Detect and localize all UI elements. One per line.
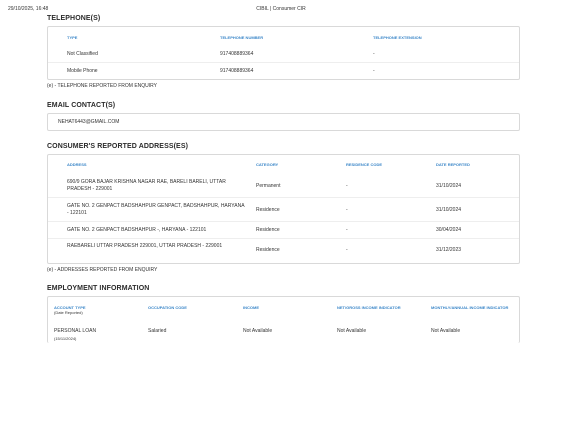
page-title: CIBIL | Consumer CIR — [256, 6, 306, 12]
address-residence-code: - — [346, 227, 348, 233]
addresses-section-title: CONSUMER'S REPORTED ADDRESS(ES) — [47, 143, 189, 150]
address-date-reported: 31/10/2024 — [436, 183, 462, 189]
addresses-note: (e) - ADDRESSES REPORTED FROM ENQUIRY — [47, 267, 158, 273]
address-residence-code: - — [346, 247, 348, 253]
column-header-category: CATEGORY — [256, 162, 279, 167]
column-header-income: INCOME — [243, 305, 259, 310]
address-text: 690/9 GORA BAJAR KRISHNA NAGAR RAE, BARELI BARELI, UTTAR PRADESH - 229001 — [67, 179, 226, 192]
employment-net-gross-indicator: Not Available — [337, 328, 367, 334]
address-residence-code: - — [346, 183, 348, 189]
column-header-net-gross-income-indicator: NET/GROSS INCOME INDICATOR — [337, 305, 401, 310]
addresses-table — [47, 154, 520, 264]
column-header-monthly-annual-income-indicator: MONTHLY/ANNUAL INCOME INDICATOR — [431, 305, 509, 310]
telephone-extension: - — [373, 68, 375, 74]
address-category: Permanent — [256, 183, 281, 189]
employment-occupation-code: Salaried — [148, 328, 167, 334]
address-category: Residence — [256, 207, 280, 213]
telephones-note: (e) - TELEPHONE REPORTED FROM ENQUIRY — [47, 83, 158, 89]
row-divider — [48, 221, 519, 222]
telephones-section-title: TELEPHONE(S) — [47, 15, 101, 22]
column-header-residence-code: RESIDENCE CODE — [346, 162, 383, 167]
address-date-reported: 30/04/2024 — [436, 227, 462, 233]
address-text: RAEBARELI UTTAR PRADESH 229001, UTTAR PRADESH - 229001 — [67, 243, 223, 249]
employment-section-title: EMPLOYMENT INFORMATION — [47, 285, 150, 292]
column-header-type: TYPE — [67, 35, 78, 40]
telephone-type: Mobile Phone — [67, 68, 98, 74]
email-section-title: EMAIL CONTACT(S) — [47, 102, 116, 109]
address-category: Residence — [256, 227, 280, 233]
telephone-number: 917408889364 — [220, 51, 254, 57]
telephone-type: Not Classified — [67, 51, 98, 57]
employment-income: Not Available — [243, 328, 273, 334]
column-header-address: ADDRESS — [67, 162, 87, 167]
email-value: NEHAT6443@GMAIL.COM — [58, 119, 120, 125]
employment-account-type: PERSONAL LOAN — [54, 328, 97, 334]
row-divider — [48, 62, 519, 63]
column-header-account-type: ACCOUNT TYPE — [54, 305, 86, 310]
employment-monthly-annual-indicator: Not Available — [431, 328, 461, 334]
column-header-telephone-extension: TELEPHONE EXTENSION — [373, 35, 422, 40]
column-header-date-reported: DATE REPORTED — [436, 162, 470, 167]
column-header-telephone-number: TELEPHONE NUMBER — [220, 35, 264, 40]
employment-table — [47, 296, 520, 343]
telephones-table — [47, 26, 520, 80]
column-header-occupation-code: OCCUPATION CODE — [148, 305, 187, 310]
address-text: GATE NO. 2 GENPACT BADSHAHPUR -, HARYANA - 122101 — [67, 227, 207, 233]
address-date-reported: 31/10/2024 — [436, 207, 462, 213]
row-divider — [48, 197, 519, 198]
column-header-date-reported-sub: (Date Reported) — [54, 310, 83, 315]
employment-date-reported: (15/11/2024) — [54, 336, 77, 341]
telephone-extension: - — [373, 51, 375, 57]
address-text: GATE NO. 2 GENPACT BADSHAHPUR GENPACT, BADSHAHPUR, HARYANA - 122101 — [67, 203, 245, 216]
address-residence-code: - — [346, 207, 348, 213]
address-category: Residence — [256, 247, 280, 253]
print-datetime: 29/10/2025, 16:48 — [8, 6, 49, 12]
email-box — [47, 113, 520, 131]
address-date-reported: 31/12/2023 — [436, 247, 462, 253]
telephone-number: 917408889364 — [220, 68, 254, 74]
row-divider — [48, 238, 519, 239]
